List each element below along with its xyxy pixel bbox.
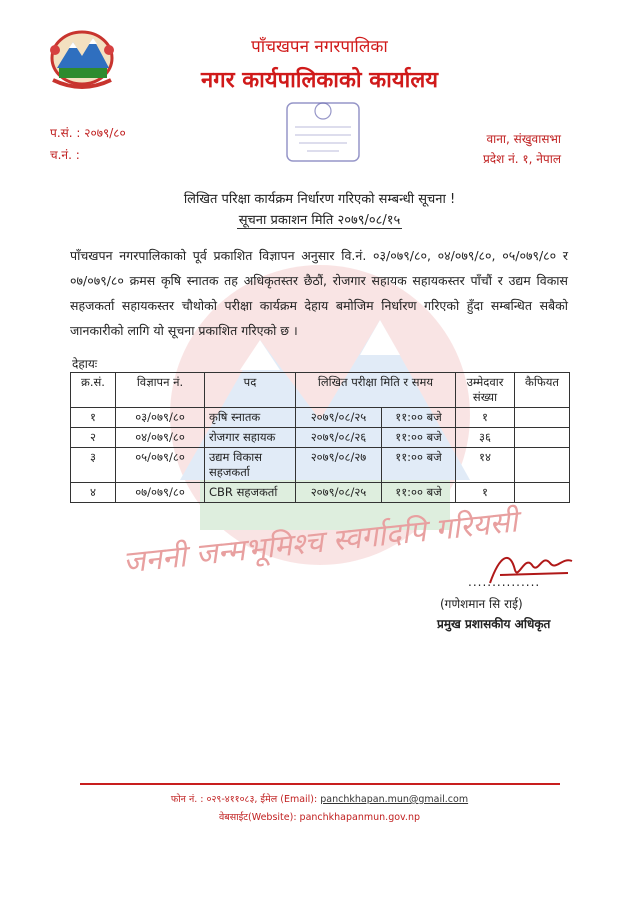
cell-vigyapan: ०३/०७९/८०	[116, 408, 205, 428]
table-row	[71, 483, 570, 503]
cell-time: ११:०० बजे	[382, 428, 456, 448]
exam-schedule-table	[70, 372, 570, 503]
header-pad: पद	[205, 373, 296, 408]
footer-phone: फोन नं. : ०२९-४११०८३, ईमेल (Email):	[170, 794, 318, 805]
cell-sn: १	[71, 408, 116, 428]
cell-date: २०७९/०८/२५	[296, 408, 382, 428]
cell-date: २०७९/०८/२५	[296, 483, 382, 503]
dispatch-number: च.नं. :	[50, 148, 80, 162]
cell-pad: कृषि स्नातक	[205, 408, 296, 428]
signature-dots: ...............	[468, 575, 541, 589]
header-sn: क्र.सं.	[71, 373, 116, 408]
footer-divider	[80, 783, 560, 785]
header-remarks: कैफियत	[515, 373, 570, 408]
cell-candidates: १	[456, 483, 515, 503]
footer-email[interactable]: panchkhapan.mun@gmail.com	[320, 794, 469, 805]
table-row	[71, 428, 570, 448]
cell-time: ११:०० बजे	[382, 483, 456, 503]
footer-contact	[0, 792, 639, 805]
cell-date: २०७९/०८/२७	[296, 448, 382, 483]
cell-remarks	[515, 408, 570, 428]
address-line-1: वाना, संखुवासभा	[486, 132, 561, 146]
office-name: नगर कार्यपालिकाको कार्यालय	[201, 67, 438, 93]
cell-pad: रोजगार सहायक	[205, 428, 296, 448]
cell-time: ११:०० बजे	[382, 448, 456, 483]
cell-sn: २	[71, 428, 116, 448]
signatory-title: प्रमुख प्रशासकीय अधिकृत	[437, 617, 551, 631]
dehay-label: देहायः	[72, 357, 98, 371]
signatory-name: (गणेशमान सि राई)	[440, 597, 523, 611]
org-name: पाँचखपन नगरपालिका	[251, 37, 388, 57]
notice-published-date	[0, 210, 639, 228]
cell-remarks	[515, 483, 570, 503]
cell-remarks	[515, 448, 570, 483]
cell-sn: ३	[71, 448, 116, 483]
address-line-2: प्रदेश नं. १, नेपाल	[482, 152, 561, 166]
cell-vigyapan: ०४/०७९/८०	[116, 428, 205, 448]
notice-body: पाँचखपन नगरपालिकाको पूर्व प्रकाशित विज्ञापन अनुसार वि.नं. ०३/०७९/८०, ०४/०७९/८०, ०५/०७९/८० र ०७/०७९/८० क्रमस कृषि स्नातक तह अधिकृतस्तर छैठौं, रोजगार सहायक सहायकस्तर पाँचौं र उद्यम विकास सहजकर्ता सहायकस्तर चौथोको परीक्षा कार्यक्रम देहाय बमोजिम निर्धारण गरिएको हुँदा सम्बन्धित सबैको जानकारीको लागि यो सूचना प्रकाशित गरिएको छ ।	[70, 248, 568, 338]
cell-pad: CBR सहजकर्ता	[205, 483, 296, 503]
header-vigyapan: विज्ञापन नं.	[116, 373, 205, 408]
reference-number: प.सं. : २०७९/८०	[50, 126, 126, 140]
cell-sn: ४	[71, 483, 116, 503]
notice-title: लिखित परिक्षा कार्यक्रम निर्धारण गरिएको सम्बन्धी सूचना !	[183, 192, 456, 207]
cell-pad: उद्यम विकास सहजकर्ता	[205, 448, 296, 483]
cell-remarks	[515, 428, 570, 448]
header-date-time: लिखित परीक्षा मिति र समय	[296, 373, 456, 408]
cell-candidates: १४	[456, 448, 515, 483]
published-date-text: सूचना प्रकाशन मिति २०७९/०८/१५	[238, 213, 401, 228]
cell-date: २०७९/०८/२६	[296, 428, 382, 448]
cell-time: ११:०० बजे	[382, 408, 456, 428]
table-header-row	[71, 373, 570, 408]
footer-website[interactable]: वेबसाईट(Website): panchkhapanmun.gov.np	[219, 812, 420, 823]
table-row	[71, 448, 570, 483]
cell-vigyapan: ०७/०७९/८०	[116, 483, 205, 503]
cell-vigyapan: ०५/०७९/८०	[116, 448, 205, 483]
cell-candidates: ३६	[456, 428, 515, 448]
table-row	[71, 408, 570, 428]
watermark-motto: जननी जन्मभूमिश्च स्वर्गादपि गरियसी	[121, 504, 520, 581]
office-stamp	[283, 95, 363, 165]
cell-candidates: १	[456, 408, 515, 428]
header-candidates: उम्मेदवार संख्या	[456, 373, 515, 408]
